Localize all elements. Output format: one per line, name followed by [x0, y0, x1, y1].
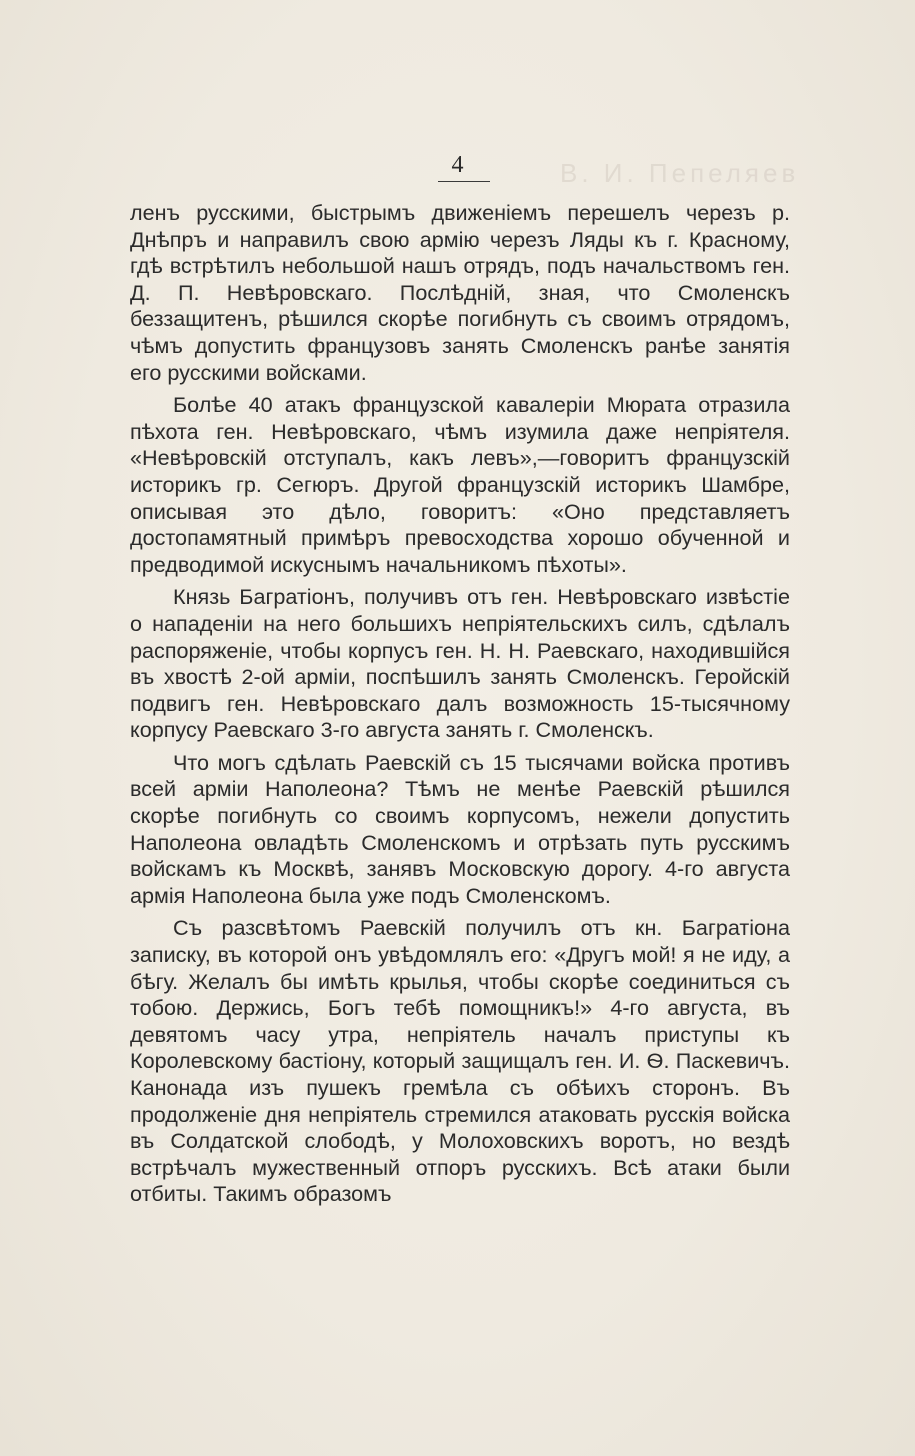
paragraph-2: Болѣе 40 атакъ французской кавалеріи Мюрата отразила пѣхота ген. Невѣровскаго, чѣмъ изумила даже непріятеля. «Невѣровскій отступалъ, какъ левъ»,—говоритъ французскій историкъ гр. Сегюръ. Другой французскій историкъ Шамбре, описывая это дѣло, говоритъ: «Оно представляетъ достопамятный примѣръ превосходства хорошо обученной и предводимой искуснымъ начальникомъ пѣхоты».	[130, 392, 790, 577]
paragraph-3: Князь Багратіонъ, получивъ отъ ген. Невѣровскаго извѣстіе о нападеніи на него большихъ непріятельскихъ силъ, сдѣлалъ распоряженіе, чтобы корпусъ ген. Н. Н. Раевскаго, находившійся въ хвостѣ 2-ой арміи, поспѣшилъ занять Смоленскъ. Геройскій подвигъ ген. Невѣровскаго далъ возможность 15-тысячному корпусу Раевскаго 3-го августа занять г. Смоленскъ.	[130, 584, 790, 743]
paragraph-4: Что могъ сдѣлать Раевскій съ 15 тысячами войска противъ всей арміи Наполеона? Тѣмъ не менѣе Раевскій рѣшился скорѣе погибнуть со своимъ корпусомъ, нежели допустить Наполеона овладѣть Смоленскомъ и отрѣзать путь русскимъ войскамъ къ Москвѣ, занявъ Московскую дорогу. 4-го августа армія Наполеона была уже подъ Смоленскомъ.	[130, 749, 790, 908]
page-number: 4	[451, 152, 464, 178]
bleed-through-header: В. И. Пепеляев	[560, 158, 800, 188]
paragraph-1: ленъ русскими, быстрымъ движеніемъ перешелъ черезъ р. Днѣпръ и направилъ свою армію черезъ Ляды къ г. Красному, гдѣ встрѣтилъ небольшой нашъ отрядъ, подъ начальствомъ ген. Д. П. Невѣровскаго. Послѣдній, зная, что Смоленскъ беззащитенъ, рѣшился скорѣе погибнуть съ своимъ отрядомъ, чѣмъ допустить французовъ занять Смоленскъ ранѣе занятія его русскими войсками.	[130, 200, 790, 385]
paragraph-5: Съ разсвѣтомъ Раевскій получилъ отъ кн. Багратіона записку, въ которой онъ увѣдомлялъ его: «Другъ мой! я не иду, а бѣгу. Желалъ бы имѣть крылья, чтобы скорѣе соединиться съ тобою. Держись, Богъ тебѣ помощникъ!» 4-го августа, въ девятомъ часу утра, непріятель началъ приступы къ Королевскому бастіону, который защищалъ ген. И. Ѳ. Паскевичъ. Канонада изъ пушекъ гремѣла съ обѣихъ сторонъ. Въ продолженіе дня непріятель стремился атаковать русскія войска въ Солдатской слободѣ, у Молоховскихъ воротъ, но вездѣ встрѣчалъ мужественный отпоръ русскихъ. Всѣ атаки были отбиты. Такимъ образомъ	[130, 915, 790, 1207]
text-body	[130, 200, 790, 1214]
header-rule	[438, 181, 490, 182]
